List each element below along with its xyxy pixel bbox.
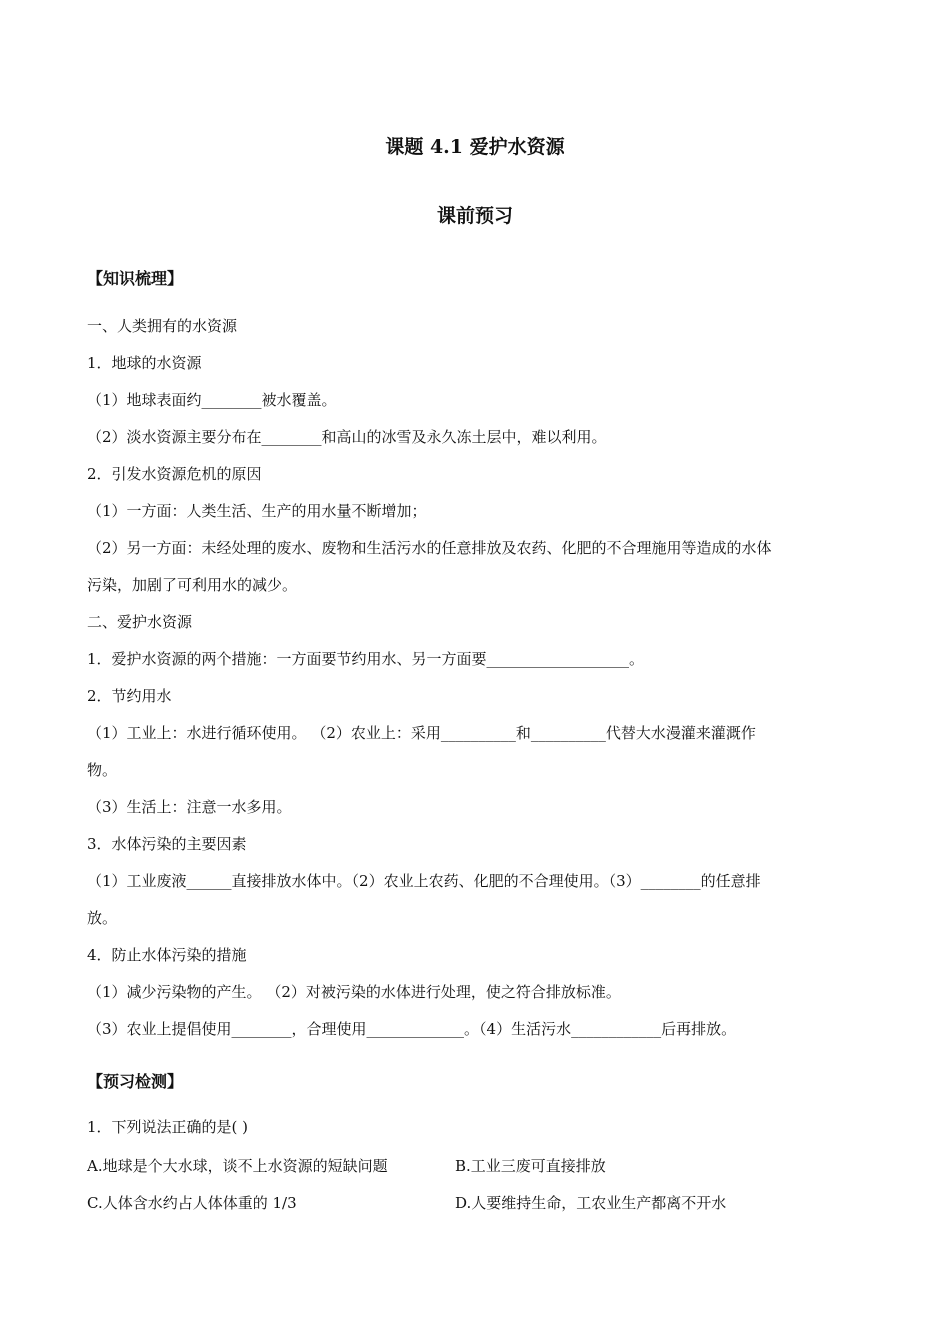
- text-line: （1）工业废液______直接排放水体中。（2）农业上农药、化肥的不合理使用。（3）________的任意排: [87, 872, 761, 890]
- text-line: 污染，加剧了可利用水的减少。: [87, 576, 298, 594]
- text-line: 物。: [87, 761, 118, 779]
- option-b: B.工业三废可直接排放: [455, 1157, 606, 1175]
- text-line: 4．防止水体污染的措施: [87, 946, 247, 964]
- text-line: 1．地球的水资源: [87, 354, 202, 372]
- text-line: （1）减少污染物的产生。 （2）对被污染的水体进行处理，使之符合排放标准。: [87, 983, 621, 1001]
- text-line: 2．节约用水: [87, 687, 172, 705]
- text-line: 二、爱护水资源: [87, 613, 193, 631]
- option-a: A.地球是个大水球，谈不上水资源的短缺问题: [87, 1157, 388, 1175]
- question-stem: 1．下列说法正确的是( ): [87, 1118, 249, 1136]
- section-heading-knowledge: 【知识梳理】: [87, 269, 184, 288]
- text-line: （1）工业上：水进行循环使用。 （2）农业上：采用__________和__________代替大水漫灌来灌溉作: [87, 724, 756, 742]
- text-line: （2）淡水资源主要分布在________和高山的冰雪及永久冻土层中，难以利用。: [87, 428, 607, 446]
- text-line: 一、人类拥有的水资源: [87, 317, 238, 335]
- page-subtitle: 课前预习: [436, 205, 513, 227]
- text-line: （1）一方面：人类生活、生产的用水量不断增加；: [87, 502, 427, 520]
- text-line: （3）生活上：注意一水多用。: [87, 798, 292, 816]
- text-line: 放。: [87, 909, 118, 927]
- option-d: D.人要维持生命，工农业生产都离不开水: [455, 1194, 727, 1212]
- text-line: 2．引发水资源危机的原因: [87, 465, 262, 483]
- text-line: 1．爱护水资源的两个措施：一方面要节约用水、另一方面要___________________。: [87, 650, 645, 668]
- text-line: （1）地球表面约________被水覆盖。: [87, 391, 337, 409]
- option-c: C.人体含水约占人体体重的 1/3: [87, 1194, 297, 1212]
- text-line: 3．水体污染的主要因素: [87, 835, 247, 853]
- section-heading-preview-check: 【预习检测】: [87, 1072, 184, 1091]
- text-line: （3）农业上提倡使用________，合理使用_____________。（4）生活污水____________后再排放。: [87, 1020, 737, 1038]
- text-line: （2）另一方面：未经处理的废水、废物和生活污水的任意排放及农药、化肥的不合理施用等造成的水体: [87, 539, 772, 557]
- page-title: 课题 4.1 爱护水资源: [385, 136, 565, 158]
